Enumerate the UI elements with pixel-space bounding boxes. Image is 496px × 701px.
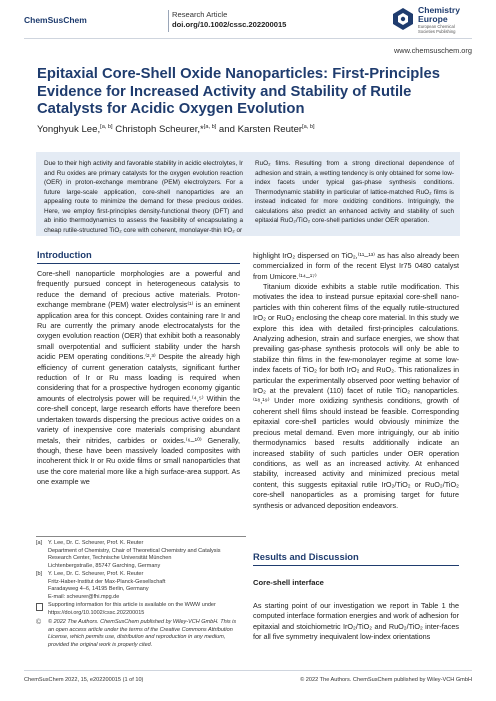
section-heading-results: Results and Discussion [253,551,359,562]
header-rule [24,38,472,39]
article-meta [172,10,286,30]
logo-subtitle: European Chemical Societies Publishing [418,24,456,34]
doi-link[interactable]: doi.org/10.1002/cssc.202200015 [172,20,287,29]
intro-paragraph: Core-shell nanoparticle morphologies are a powerful and frequently pursued concept in heterogeneous catalysis to reduce the demand of precious active materials. Proton-exchange membrane (PEM) water electrolysis⁽¹⁾ is an eminent application area for this concept. Oxides containing rare Ir and Ru are currently the primary anode electrocatalysts for the oxygen evolution reaction (OER) that exhibit both a reasonably small overpotential and sufficient stability under the harsh acidic PEM operating conditions.⁽²,³⁾ Despite the already high efficiency of current generation catalysts, significant further reduction of Ir or Ru mass loading is required when considering that for a prospective hydrogen economy gigantic amounts of electrolysis power will be required.⁽⁴,⁵⁾ Within the core-shell concept, large research efforts have therefore been undertaken towards dispersing the precious active oxides on a variety of inexpensive core materials comprising abundant metals, their nitrides, carbides or oxides.⁽⁶–¹⁰⁾ Generally, though, these have been massively loaded composites with incoherent thick Ir or Ru oxide films or small nanoparticles that use the core material more like a high surface-area support. As one example we [37,269,240,487]
author-name: and Karsten Reuter [218,124,303,136]
footnote-affiliation-b: Y. Lee, Dr. C. Scheurer, Prof. K. Reuter Fritz-Haber-Institut der Max-Planck-Gesellschaft Faradayweg 4–6, 14195 Berlin, Germany E-mail: scheurer@fhi.mpg.de [48,571,166,600]
header-divider [168,10,169,32]
footnote-label-b: [b] [36,571,43,577]
license-note: © 2022 The Authors. ChemSusChem published by Wiley-VCH GmbH. This is an open access article under the terms of the Creative Commons Attribution License, which permits use, distribution and reproduction in any medium, provided the original work is properly cited. [48,619,237,648]
article-type: Research Article [172,10,228,19]
abstract-box [36,152,460,236]
subsection-heading: Core-shell interface [253,578,324,587]
author-name: Yonghyuk Lee, [37,124,101,136]
chemistry-europe-logo-icon [392,7,414,31]
author-affiliation: [a, b] [100,124,113,130]
section-heading-introduction: Introduction [37,249,92,260]
body-paragraph-continued: highlight IrO₂ dispersed on TiO₂,⁽¹¹–¹³⁾ as has also already been commercialized in form of the recent Elyst Ir75 0480 catalyst from Umicore.⁽¹⁴–¹⁷⁾ [253,251,459,281]
journal-name: ChemSusChem [24,15,87,25]
publisher-logo[interactable] [392,5,488,37]
open-access-icon: © [36,619,42,626]
author-affiliation: [a, b] [302,124,315,130]
abstract-right: RuO₂ films. Resulting from a strong directional dependence of adhesion and strain, a wetting tendency is only obtained for some low-index facets under typical gas-phase synthesis conditions. Thermodynamic stability in particular of lattice-matched RuO₂ films is instead indicated for more oxidizing conditions. Intriguingly, the calculations also predict an enhanced activity and stability of such epitaxial RuO₂/TiO₂ core-shell particles under OER operation. [255,160,454,224]
footnote-label-a: [a] [36,540,43,546]
author-affiliation: [a, b] [203,124,217,130]
author-name: Christoph Scheurer,* [115,124,204,136]
abstract-left: Due to their high activity and favorable stability in acidic electrolytes, Ir and Ru oxides are primary catalysts for the oxygen evolution reaction (OER) in proton-exchange membrane (PEM) electrolyzers. For a future large-scale application, core-shell nanoparticles are an appealing route to minimize the demand for these precious oxides. Here, we employ first-principles density-functional theory (DFT) and ab initio thermodynamics to assess the feasibility of encapsulating a cheap rutile-structured TiO₂ core with coherent, monolayer-thin IrO₂ or [44,160,243,234]
footer-citation: ChemSusChem 2022, 15, e202200015 (1 of 10) [24,677,144,683]
footer-copyright: © 2022 The Authors. ChemSusChem published by Wiley-VCH GmbH [300,677,472,683]
footer-rule [24,670,472,671]
body-paragraph: As starting point of our investigation we report in Table 1 the computed interface formation energies and work of adhesion for epitaxial and stoichiometric IrO₂/TiO₂ and RuO₂/TiO₂ inter-faces for all five symmetry inequivalent low-index orientations [253,601,459,642]
author-list [37,124,315,135]
footnote-rule [36,536,246,537]
section-rule [37,263,240,264]
section-rule [253,565,459,566]
footnote-affiliation-a: Y. Lee, Dr. C. Scheurer, Prof. K. Reuter Department of Chemistry, Chair of Theoretical Chemistry and Catalysis Research Center, Technische Universität München Lichtenbergstraße, 85747 Garching, Germany [48,540,221,569]
body-paragraph: Titanium dioxide exhibits a stable rutile modification. This motivates the idea to instead pursue epitaxial core-shell nano-particles with thin coherent films of the equally rutile-structured IrO₂ or RuO₂ enclosing the cheap core material. In this study we explore this idea with detailed first-principles calculations. Analyzing adhesion, strain and surface energies, we show that prevailing gas-phase synthesis protocols will only be able to stabilize thin films in the few-monolayer regime at some low-index facets of TiO₂ for both IrO₂ and RuO₂. This rationalizes in particular the experimentally observed poor wetting behavior of IrO₂ at the prevalent (110) facet of rutile TiO₂ nanoparticles.⁽¹⁸,¹⁹⁾ Under more oxidizing synthesis conditions, growth of coherent shell films should instead be feasible. Corresponding epitaxial core-shell particles would obviously minimize the precious metal demand. Even more intriguingly, our ab initio thermodynamics based results additionally indicate an increased stability of such particles under OER operation conditions, as well as an increased activity. At enhanced stability, increased activity and minimized precious metal content, this suggests epitaxial rutile IrO₂/TiO₂ or RuO₂/TiO₂ core-shell nanoparticles as a promising target for future synthesis or advanced deposition endeavors. [253,282,459,510]
article-title: Epitaxial Core-Shell Oxide Nanoparticles: First-Principles Evidence for Increased Activity and Stability of Rutile Catalysts for Acidic Oxygen Evolution [37,66,440,118]
logo-title: Chemistry Europe [418,5,461,24]
supporting-info-icon [36,603,43,611]
journal-website-link[interactable]: www.chemsuschem.org [393,46,472,55]
supporting-info-note[interactable]: Supporting information for this article is available on the WWW under https://doi.org/10.1002/cssc.202200015 [48,602,216,616]
